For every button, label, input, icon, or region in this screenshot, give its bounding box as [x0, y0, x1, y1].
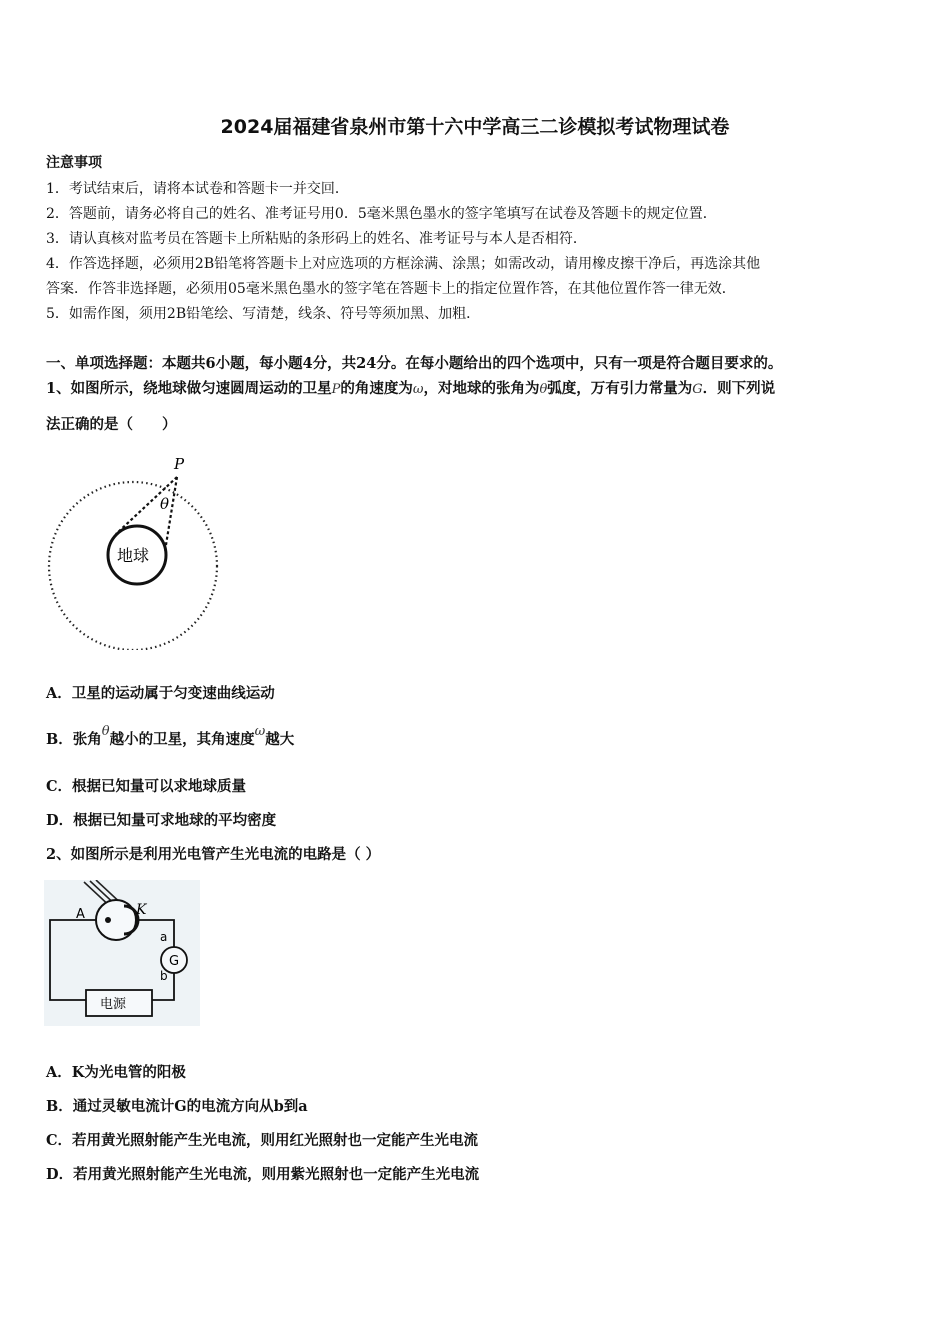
notice-item-5: 5．如需作图，须用2B铅笔绘、写清楚，线条、符号等须加黑、加粗． [46, 306, 481, 322]
label-b-lower: b [160, 969, 168, 983]
label-p: P [174, 455, 185, 473]
section-heading: 一、单项选择题：本题共6小题，每小题4分，共24分。在每小题给出的四个选项中，只有一项是符合题目要求的。 [46, 355, 783, 372]
satellite-orbit-figure [44, 455, 229, 650]
notice-item-2: 2．答题前，请务必将自己的姓名、准考证号用0．5毫米黑色墨水的签字笔填写在试卷及答题卡的规定位置． [46, 206, 717, 222]
notice-item-1: 1．考试结束后，请将本试卷和答题卡一并交回． [46, 181, 349, 197]
notice-heading: 注意事项 [46, 155, 102, 171]
orbit-circle [49, 482, 217, 650]
notice-item-3: 3．请认真核对监考员在答题卡上所粘贴的条形码上的姓名、准考证号与本人是否相符． [46, 231, 587, 247]
symbol-theta: θ [539, 382, 548, 397]
label-cathode-k: K [136, 902, 147, 918]
q1-stem-line2: 法正确的是（ ） [46, 416, 177, 433]
q1-option-a: A．卫星的运动属于匀变速曲线运动 [46, 685, 275, 702]
photocell-circuit-figure [44, 880, 200, 1026]
label-g: G [169, 954, 180, 969]
label-earth: 地球 [117, 546, 150, 565]
q1-stem-line1: 1、如图所示，绕地球做匀速圆周运动的卫星P的角速度为ω，对地球的张角为θ弧度，万有引力常量为G．则下列说 [46, 380, 776, 397]
notice-item-4: 4．作答选择题，必须用2B铅笔将答题卡上对应选项的方框涂满、涂黑；如需改动，请用橡皮擦干净后，再选涂其他 [46, 256, 761, 272]
q2-option-c: C．若用黄光照射能产生光电流，则用红光照射也一定能产生光电流 [46, 1132, 479, 1149]
q2-option-d: D．若用黄光照射能产生光电流，则用紫光照射也一定能产生光电流 [46, 1166, 480, 1183]
symbol-g: G [692, 382, 703, 397]
label-theta: θ [160, 495, 170, 513]
exam-title: 2024届福建省泉州市第十六中学高三二诊模拟考试物理试卷 [220, 116, 730, 138]
label-a-lower: a [160, 930, 168, 944]
q1-option-c: C．根据已知量可以求地球质量 [46, 778, 247, 795]
notice-item-4-cont: 答案．作答非选择题，必须用05毫米黑色墨水的签字笔在答题卡上的指定位置作答，在其他位置作答一律无效． [46, 281, 736, 297]
symbol-omega: ω [412, 382, 424, 397]
q2-stem: 2、如图所示是利用光电管产生光电流的电路是（ ） [46, 846, 381, 863]
q2-option-a: A．K为光电管的阳极 [46, 1064, 186, 1081]
symbol-p: P [331, 382, 341, 397]
tangent-line-2 [165, 477, 177, 551]
label-anode-a: A [76, 907, 85, 922]
q1-option-b: B．张角θ越小的卫星，其角速度ω越大 [46, 724, 295, 748]
label-power: 电源 [100, 997, 127, 1012]
q1-option-d: D．根据已知量可求地球的平均密度 [46, 812, 277, 829]
q2-option-b: B．通过灵敏电流计G的电流方向从b到a [46, 1098, 308, 1115]
